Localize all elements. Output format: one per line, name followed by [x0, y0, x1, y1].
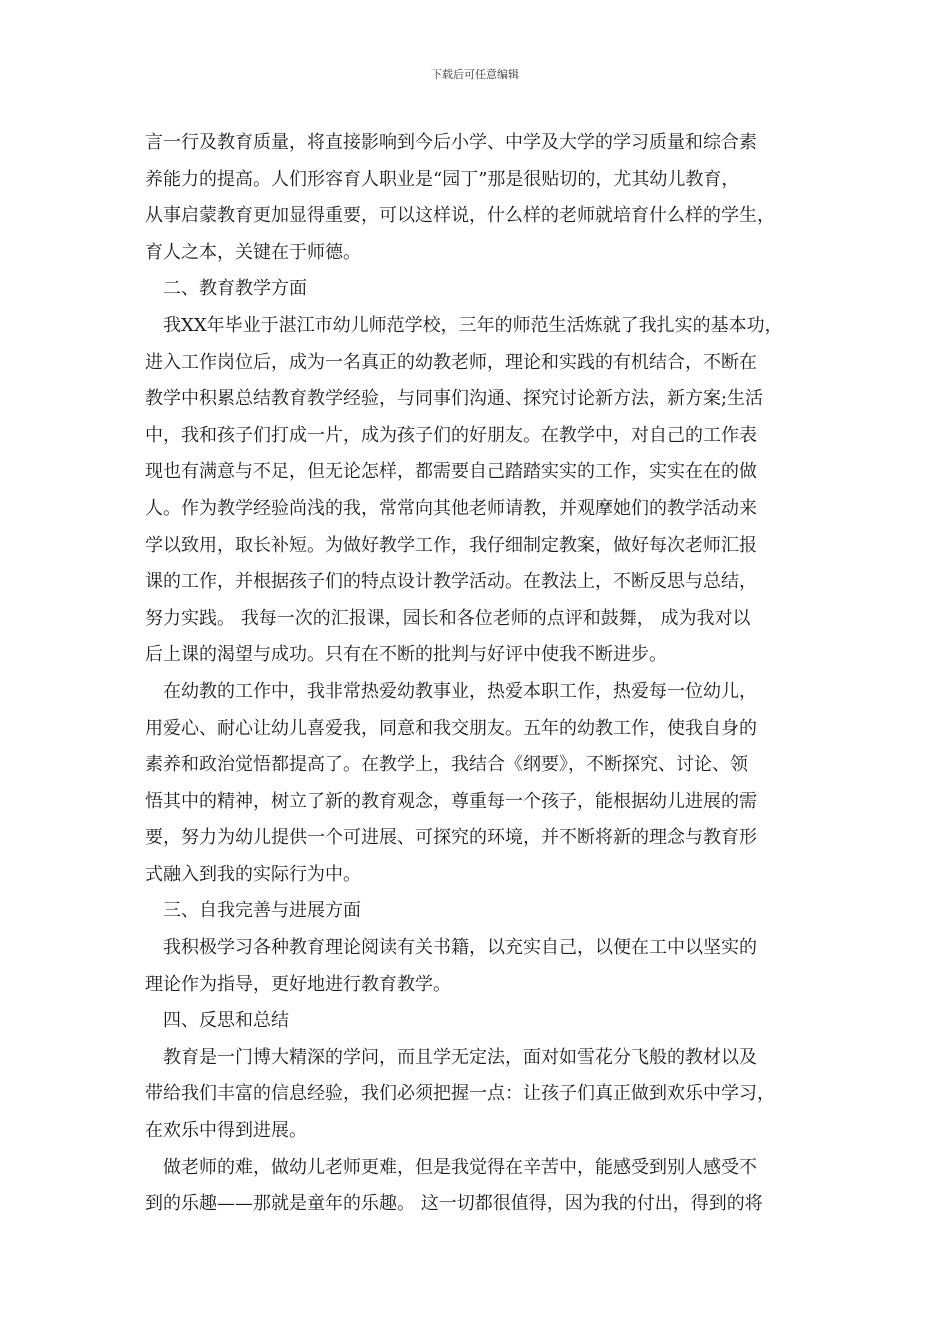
text-line: 人。作为教学经验尚浅的我，常常向其他老师请教，并观摩她们的教学活动来 [145, 497, 757, 519]
text-line: 在幼教的工作中，我非常热爱幼教事业，热爱本职工作，热爱每一位幼儿， [145, 680, 757, 702]
text-line: 悟其中的精神，树立了新的教育观念，尊重每一个孩子，能根据幼儿进展的需 [145, 790, 757, 812]
text-line: 从事启蒙教育更加显得重要，可以这样说，什么样的老师就培育什么样的学生， [145, 205, 775, 227]
document-body [145, 125, 815, 1223]
text-line: 带给我们丰富的信息经验，我们必须把握一点：让孩子们真正做到欢乐中学习， [145, 1083, 775, 1105]
text-line: 学以致用，取长补短。为做好教学工作，我仔细制定教案，做好每次老师汇报 [145, 534, 757, 556]
text-line: 育人之本，关键在于师德。 [145, 241, 361, 263]
text-line: 用爱心、耐心让幼儿喜爱我，同意和我交朋友。五年的幼教工作，使我自身的 [145, 717, 757, 739]
text-line: 中，我和孩子们打成一片，成为孩子们的好朋友。在教学中，对自己的工作表 [145, 424, 757, 446]
text-line: 言一行及教育质量，将直接影响到今后小学、中学及大学的学习质量和综合素 [145, 132, 757, 153]
text-line: 努力实践。 我每一次的汇报课，园长和各位老师的点评和鼓舞， 成为我对以 [145, 607, 751, 629]
page-header: 下载后可任意编辑 [431, 68, 519, 81]
text-line: 教学中积累总结教育教学经验，与同事们沟通、探究讨论新方法，新方案;生活 [145, 388, 764, 410]
text-line: 素养和政治觉悟都提高了。在教学上，我结合《纲要》，不断探究、讨论、领 [145, 754, 748, 776]
text-line: 我XX年毕业于湛江市幼儿师范学校，三年的师范生活炼就了我扎实的基本功， [145, 314, 783, 336]
text-line: 理论作为指导，更好地进行教育教学。 [145, 973, 451, 995]
text-line: 四、反思和总结 [145, 1010, 289, 1032]
text-line: 二、教育教学方面 [145, 278, 307, 300]
text-line: 三、自我完善与进展方面 [145, 900, 361, 922]
text-line: 要，努力为幼儿提供一个可进展、可探究的环境，并不断将新的理念与教育形 [145, 827, 757, 849]
text-line: 进入工作岗位后，成为一名真正的幼教老师，理论和实践的有机结合，不断在 [145, 351, 757, 373]
text-line: 现也有满意与不足，但无论怎样，都需要自己踏踏实实的工作，实实在在的做 [145, 461, 757, 483]
text-line: 教育是一门博大精深的学问，而且学无定法，面对如雪花分飞般的教材以及 [145, 1046, 757, 1068]
text-line: 养能力的提高。人们形容育人职业是“园丁”那是很贴切的，尤其幼儿教育， [145, 168, 740, 190]
text-line: 在欢乐中得到进展。 [145, 1120, 307, 1142]
text-line: 式融入到我的实际行为中。 [145, 863, 361, 885]
text-line: 课的工作，并根据孩子们的特点设计教学活动。在教法上，不断反思与总结， [145, 571, 757, 593]
text-line: 做老师的难，做幼儿老师更难，但是我觉得在辛苦中，能感受到别人感受不 [145, 1156, 757, 1178]
text-line: 后上课的渴望与成功。只有在不断的批判与好评中使我不断进步。 [145, 644, 667, 666]
text-line: 我积极学习各种教育理论阅读有关书籍，以充实自己，以便在工中以坚实的 [145, 937, 757, 959]
text-line: 到的乐趣——那就是童年的乐趣。 这一切都很值得，因为我的付出，得到的将 [145, 1193, 763, 1215]
